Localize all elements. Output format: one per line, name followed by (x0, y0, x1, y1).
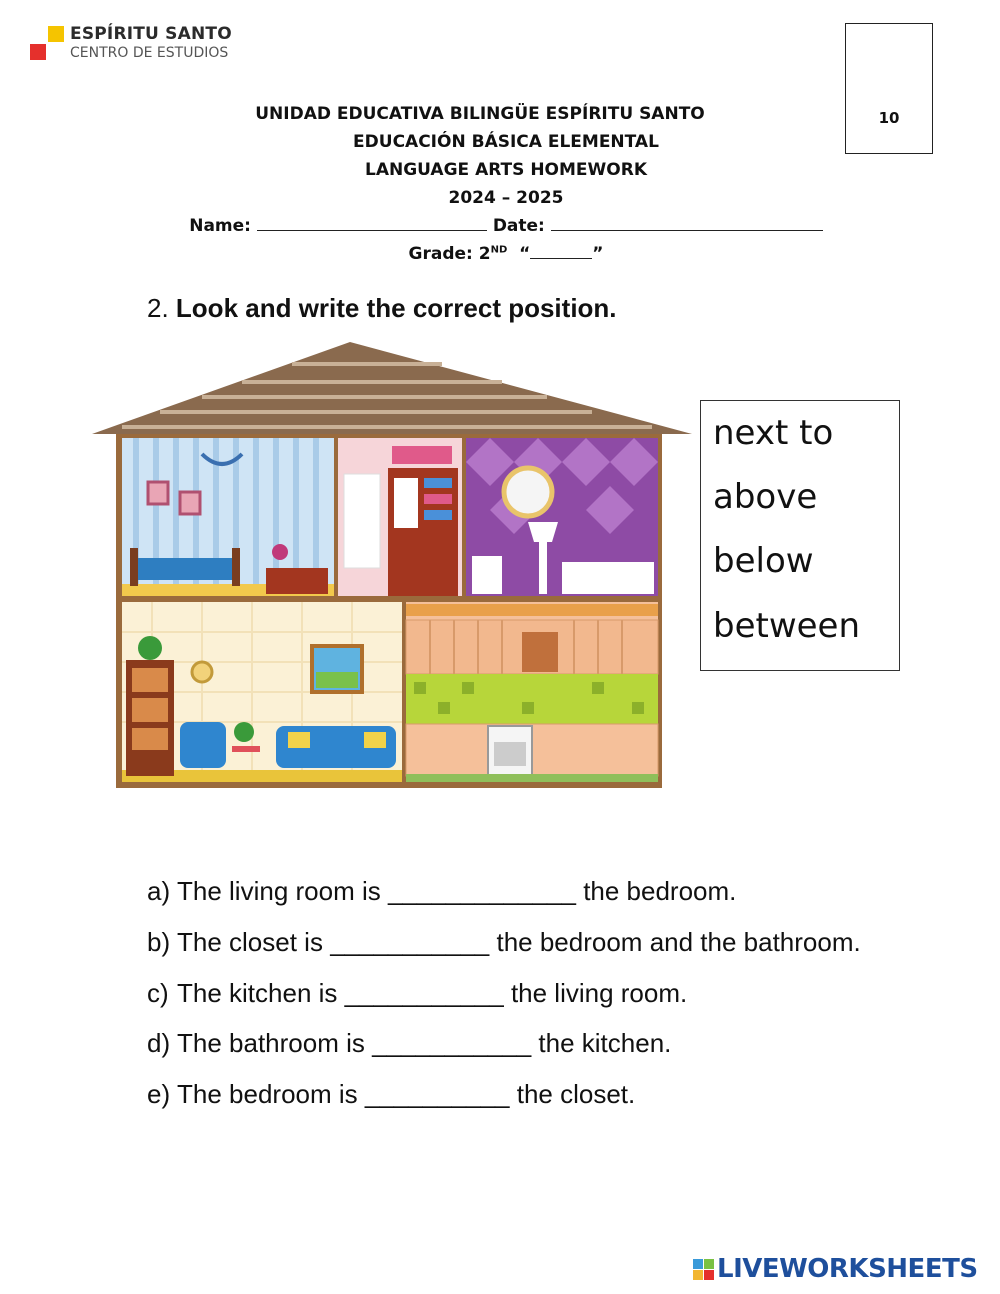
name-date-row (156, 216, 856, 236)
liveworksheets-logo-icon (693, 1259, 715, 1281)
instruction (147, 293, 617, 324)
question-text: The kitchen is (177, 978, 338, 1008)
question-letter: a) (147, 876, 171, 906)
question-b (147, 927, 861, 958)
instruction-number: 2. (147, 293, 169, 323)
question-a (147, 876, 736, 907)
name-field[interactable] (257, 216, 487, 231)
question-text: the bedroom. (583, 876, 737, 906)
question-text: The closet is (177, 927, 323, 957)
question-text: The bedroom is (177, 1079, 358, 1109)
question-letter: e) (147, 1079, 171, 1109)
grade-open-quote: “ (519, 244, 531, 264)
question-letter: b) (147, 927, 171, 957)
date-field[interactable] (551, 216, 823, 231)
logo-icon (30, 26, 70, 62)
word-bank (700, 400, 900, 671)
closet (338, 438, 462, 596)
question-d (147, 1028, 671, 1059)
grade-section-field[interactable] (530, 244, 592, 259)
grade-row (156, 244, 856, 264)
kitchen (406, 602, 658, 782)
date-label: Date: (492, 216, 545, 236)
homework-title: LANGUAGE ARTS HOMEWORK (364, 160, 647, 180)
answer-blank[interactable]: __________ (364, 1079, 510, 1109)
question-e (147, 1079, 635, 1110)
question-text: the closet. (516, 1079, 636, 1109)
question-text: the bedroom and the bathroom. (496, 927, 861, 957)
answer-blank[interactable]: ___________ (330, 927, 490, 957)
word-bank-item: between (713, 606, 861, 646)
word-bank-item: above (713, 477, 818, 517)
instruction-text: Look and write the correct position. (175, 293, 617, 323)
school-year: 2024 – 2025 (448, 188, 564, 208)
brand-text: LIVEWORKSHEETS (717, 1254, 978, 1284)
question-text: The living room is (177, 876, 381, 906)
bathroom (466, 438, 658, 596)
word-bank-item: next to (713, 413, 834, 453)
living-room (122, 602, 402, 782)
question-text: The bathroom is (177, 1028, 365, 1058)
question-text: the kitchen. (538, 1028, 672, 1058)
answer-blank[interactable]: _____________ (387, 876, 576, 906)
name-label: Name: (189, 216, 251, 236)
grade-close-quote: ” (592, 244, 604, 264)
question-text: the living room. (510, 978, 688, 1008)
answer-blank[interactable]: ___________ (344, 978, 504, 1008)
question-letter: c) (147, 978, 169, 1008)
logo-subtitle: CENTRO DE ESTUDIOS (70, 45, 229, 61)
question-c (147, 978, 687, 1009)
school-name: UNIDAD EDUCATIVA BILINGÜE ESPÍRITU SANTO (255, 104, 705, 124)
liveworksheets-brand[interactable] (693, 1254, 993, 1286)
score-box (845, 23, 933, 154)
grade-label: Grade: 2 (408, 244, 491, 264)
house-illustration (92, 342, 692, 792)
score-value: 10 (878, 109, 900, 127)
question-letter: d) (147, 1028, 171, 1058)
logo-title: ESPÍRITU SANTO (70, 24, 232, 44)
grade-suffix: ND (490, 244, 508, 256)
school-level: EDUCACIÓN BÁSICA ELEMENTAL (353, 132, 659, 152)
word-bank-item: below (713, 541, 814, 581)
answer-blank[interactable]: ___________ (372, 1028, 532, 1058)
bedroom (122, 438, 334, 596)
